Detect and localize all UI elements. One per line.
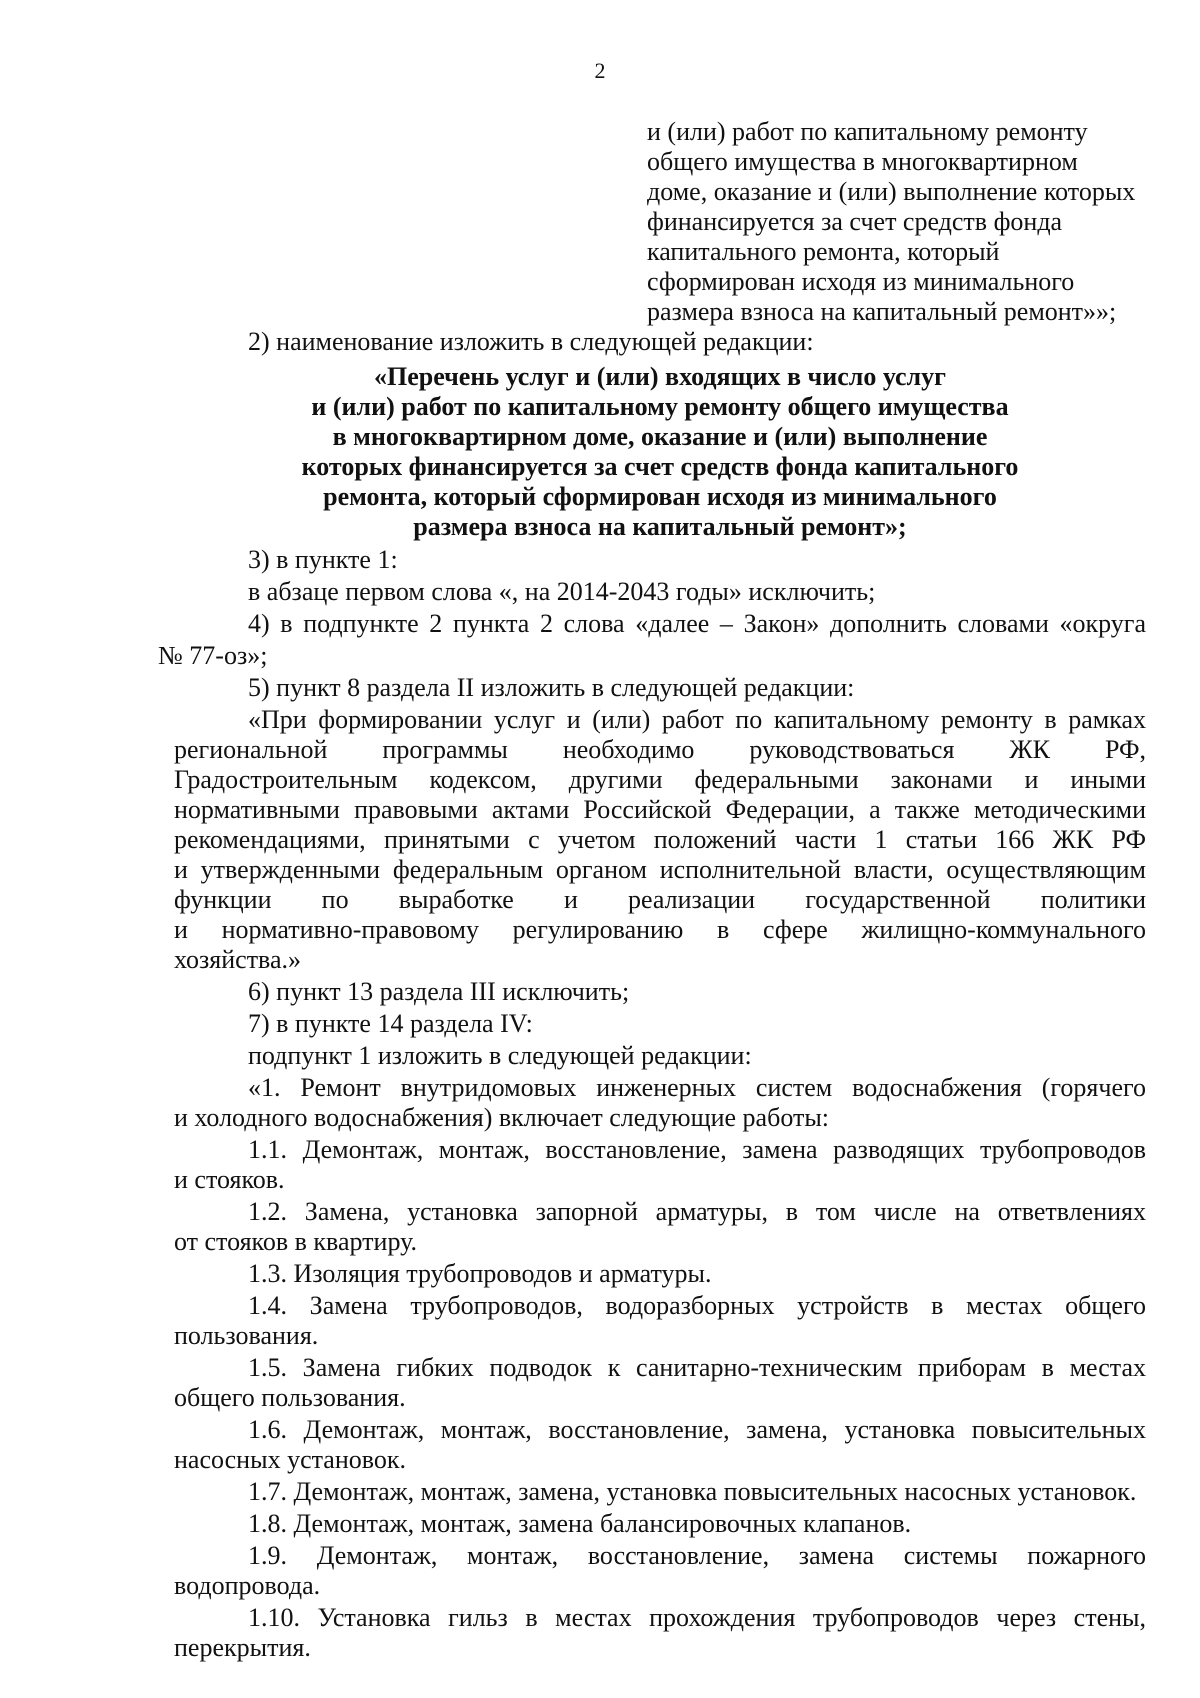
- text-line: насосных установок.: [174, 1445, 406, 1474]
- text-line: 6) пункт 13 раздела III исключить;: [248, 977, 630, 1006]
- text-line: и нормативно-правовому регулированию в сфере жилищно-коммунального: [174, 915, 1146, 944]
- text-line: 1.10. Установка гильз в местах прохождения трубопроводов через стены,: [248, 1603, 1146, 1632]
- text-line: региональной программы необходимо руководствоваться ЖК РФ,: [174, 735, 1146, 764]
- text-line: 1.8. Демонтаж, монтаж, замена балансировочных клапанов.: [248, 1509, 912, 1538]
- page-number: 2: [594, 58, 606, 83]
- text-line: «При формировании услуг и (или) работ по капитальному ремонту в рамках: [248, 705, 1146, 734]
- text-line: и (или) работ по капитальному ремонту: [647, 117, 1088, 146]
- text-line: в абзаце первом слова «, на 2014-2043 годы» исключить;: [248, 577, 876, 606]
- text-line: водопровода.: [174, 1571, 321, 1600]
- text-line: 5) пункт 8 раздела II изложить в следующей редакции:: [248, 673, 855, 702]
- text-line: 4) в подпункте 2 пункта 2 слова «далее – Закон» дополнить словами «округа: [248, 609, 1146, 638]
- text-line: подпункт 1 изложить в следующей редакции:: [248, 1041, 752, 1070]
- text-line: и стояков.: [174, 1165, 285, 1194]
- text-line: доме, оказание и (или) выполнение которых: [647, 177, 1136, 206]
- text-line: 1.3. Изоляция трубопроводов и арматуры.: [248, 1259, 712, 1288]
- text-line: 1.6. Демонтаж, монтаж, восстановление, замена, установка повысительных: [248, 1415, 1146, 1444]
- text-line: финансируется за счет средств фонда: [647, 207, 1063, 236]
- text-line: 1.5. Замена гибких подводок к санитарно-техническим приборам в местах: [248, 1353, 1146, 1382]
- text-line: 1.9. Демонтаж, монтаж, восстановление, замена системы пожарного: [248, 1541, 1146, 1570]
- text-line: 7) в пункте 14 раздела IV:: [248, 1009, 533, 1038]
- heading-line: в многоквартирном доме, оказание и (или) выполнение: [332, 422, 988, 451]
- text-line: сформирован исходя из минимального: [647, 267, 1075, 296]
- text-line: рекомендациями, принятыми с учетом положений части 1 статьи 166 ЖК РФ: [174, 825, 1146, 854]
- text-line: общего пользования.: [174, 1383, 406, 1412]
- text-line: функции по выработке и реализации государственной политики: [174, 885, 1146, 914]
- heading-line: размера взноса на капитальный ремонт»;: [413, 512, 907, 541]
- text-line: «1. Ремонт внутридомовых инженерных систем водоснабжения (горячего: [248, 1073, 1146, 1102]
- text-line: хозяйства.»: [174, 945, 302, 974]
- text-line: от стояков в квартиру.: [174, 1227, 418, 1256]
- text-line: пользования.: [174, 1321, 319, 1350]
- text-line: 1.1. Демонтаж, монтаж, восстановление, замена разводящих трубопроводов: [248, 1135, 1146, 1164]
- heading-line: и (или) работ по капитальному ремонту общего имущества: [311, 392, 1009, 421]
- text-line: капитального ремонта, который: [647, 237, 1000, 266]
- text-line: Градостроительным кодексом, другими федеральными законами и иными: [174, 765, 1146, 794]
- text-line: и холодного водоснабжения) включает следующие работы:: [174, 1103, 830, 1132]
- text-line: 1.4. Замена трубопроводов, водоразборных устройств в местах общего: [248, 1291, 1146, 1320]
- text-line: общего имущества в многоквартирном: [647, 147, 1078, 176]
- text-line: 1.7. Демонтаж, монтаж, замена, установка повысительных насосных установок.: [248, 1477, 1137, 1506]
- text-line: размера взноса на капитальный ремонт»»;: [647, 297, 1117, 326]
- text-line: и утвержденными федеральным органом исполнительной власти, осуществляющим: [174, 855, 1146, 884]
- heading-line: ремонта, который сформирован исходя из минимального: [323, 482, 997, 511]
- text-line: № 77-оз»;: [158, 641, 268, 670]
- heading-line: которых финансируется за счет средств фонда капитального: [301, 452, 1019, 481]
- text-line: перекрытия.: [174, 1633, 311, 1662]
- text-line: нормативными правовыми актами Российской Федерации, а также методическими: [174, 795, 1146, 824]
- heading-line: «Перечень услуг и (или) входящих в число услуг: [374, 362, 946, 391]
- text-line: 2) наименование изложить в следующей редакции:: [248, 327, 814, 356]
- text-line: 3) в пункте 1:: [248, 545, 398, 574]
- text-line: 1.2. Замена, установка запорной арматуры, в том числе на ответвлениях: [248, 1197, 1146, 1226]
